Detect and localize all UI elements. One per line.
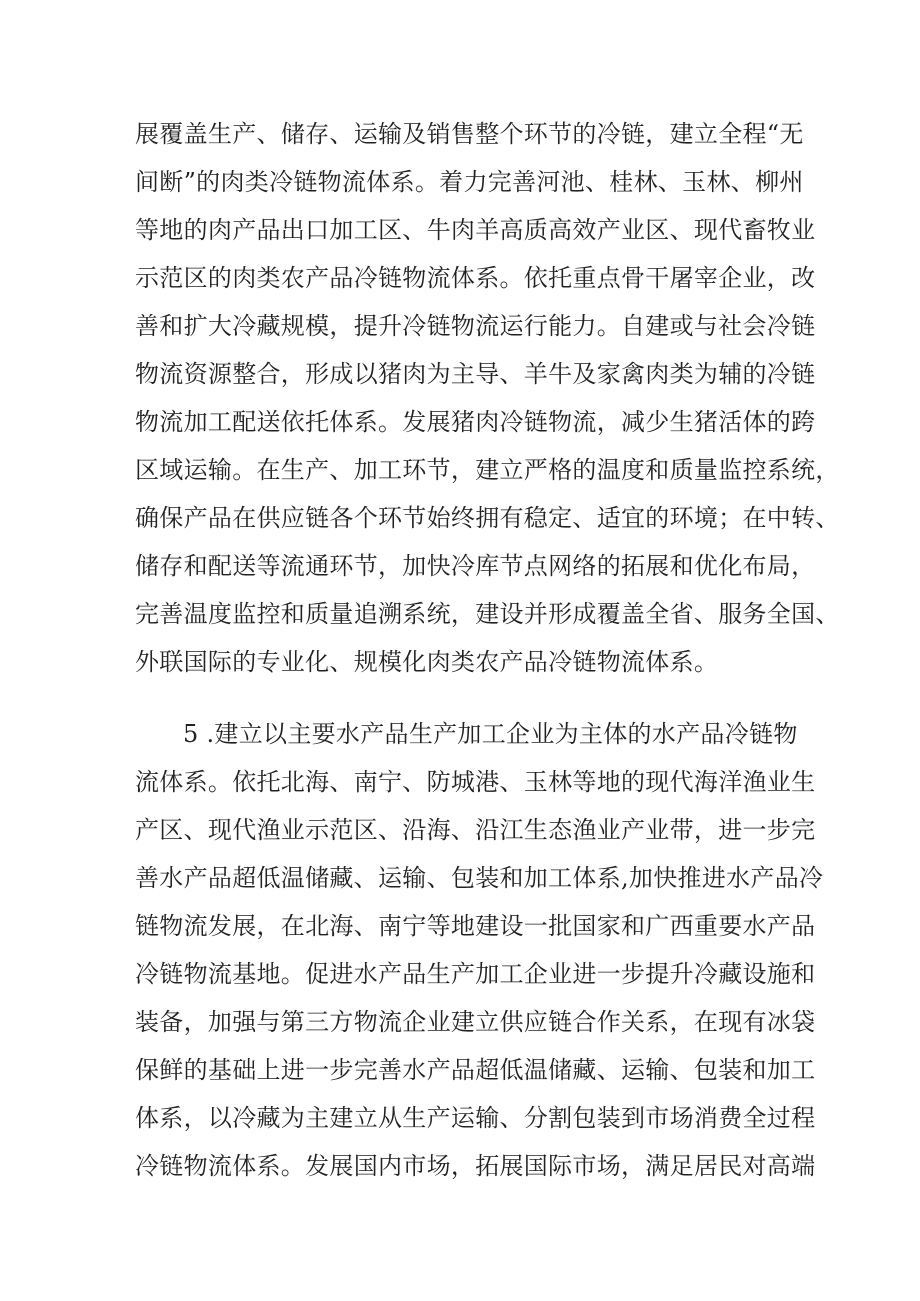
paragraph-1-line-8: 区域运输。在生产、加工环节，建立严格的温度和质量监控系统， — [135, 456, 840, 484]
paragraph-2-line-4: 善水产品超低温储藏、运输、包装和加工体系,加快推进水产品冷 — [135, 864, 824, 892]
paragraph-2-line-8: 保鲜的基础上进一步完善水产品超低温储藏、运输、包装和加工 — [135, 1056, 816, 1084]
paragraph-1-line-4: 示范区的肉类农产品冷链物流体系。依托重点骨干屠宰企业，改 — [135, 264, 816, 292]
paragraph-1-line-3: 等地的肉产品出口加工区、牛肉羊高质高效产业区、现代畜牧业 — [135, 216, 816, 244]
paragraph-2-line-6: 冷链物流基地。促进水产品生产加工企业进一步提升冷藏设施和 — [135, 960, 816, 988]
paragraph-1-line-2: 间断”的肉类冷链物流体系。着力完善河池、桂林、玉林、柳州 — [135, 168, 804, 196]
paragraph-2-line-1: 5 .建立以主要水产品生产加工企业为主体的水产品冷链物 — [183, 720, 798, 748]
paragraph-1-line-11: 完善温度监控和质量追溯系统，建设并形成覆盖全省、服务全国、 — [135, 600, 840, 628]
paragraph-1-line-10: 储存和配送等流通环节，加快冷库节点网络的拓展和优化布局， — [135, 552, 816, 580]
paragraph-1-line-5: 善和扩大冷藏规模，提升冷链物流运行能力。自建或与社会冷链 — [135, 312, 816, 340]
paragraph-1-line-12: 外联国际的专业化、规模化肉类农产品冷链物流体系。 — [135, 648, 719, 676]
paragraph-2-line-7: 装备，加强与第三方物流企业建立供应链合作关系，在现有冰袋 — [135, 1008, 816, 1036]
paragraph-1-line-7: 物流加工配送依托体系。发展猪肉冷链物流，减少生猪活体的跨 — [135, 408, 816, 436]
paragraph-1-line-9: 确保产品在供应链各个环节始终拥有稳定、适宜的环境；在中转、 — [135, 504, 840, 532]
paragraph-1-line-6: 物流资源整合，形成以猪肉为主导、羊牛及家禽肉类为辅的冷链 — [135, 360, 816, 388]
paragraph-2-line-5: 链物流发展，在北海、南宁等地建设一批国家和广西重要水产品 — [135, 912, 816, 940]
paragraph-2-line-2: 流体系。依托北海、南宁、防城港、玉林等地的现代海洋渔业生 — [135, 768, 816, 796]
paragraph-2-line-3: 产区、现代渔业示范区、沿海、沿江生态渔业产业带，进一步完 — [135, 816, 816, 844]
paragraph-2-line-10: 冷链物流体系。发展国内市场，拓展国际市场，满足居民对高端 — [135, 1152, 816, 1180]
paragraph-1-line-1: 展覆盖生产、储存、运输及销售整个环节的冷链，建立全程“无 — [135, 120, 804, 148]
paragraph-2-line-9: 体系，以冷藏为主建立从生产运输、分割包装到市场消费全过程 — [135, 1104, 816, 1132]
